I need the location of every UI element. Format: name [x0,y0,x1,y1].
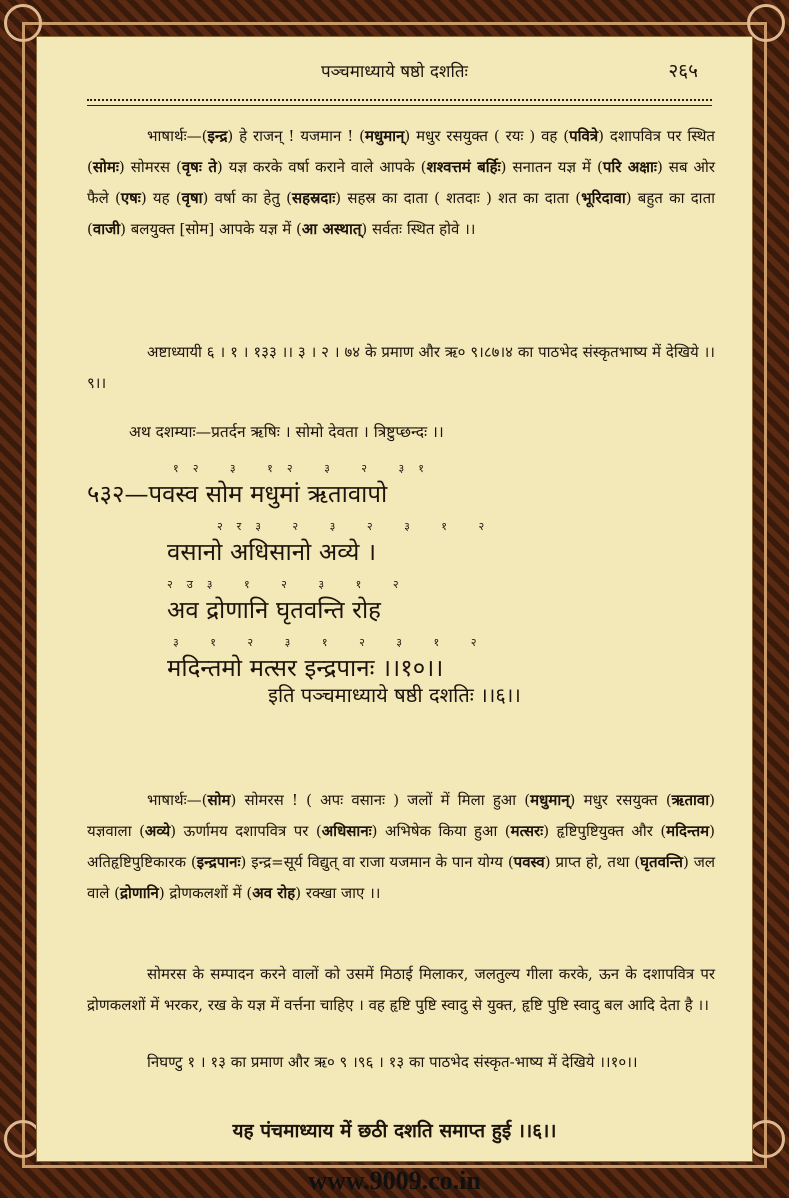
header-divider [87,99,712,106]
svara-marks: २उ३ १ २ ३ १ २ [167,578,413,591]
svara-marks: ३ १ २ ३ १ २ ३ १ २ [173,636,491,649]
commentary-paragraph: सोमरस के सम्पादन करने वालों को उसमें मिठाई मिलाकर, जलतुल्य गीला करके, ऊन के दशापवित्र पर द्रोणकलशों में भरकर, रख के यज्ञ में वर्त्तना चाहिए । वह हृष्टि पुष्टि स्वादु से युक्त, हृष्टि पुष्टि स्वादु बल आदि देता है ।। [87,965,715,1014]
mantra-line: ५३२—पवस्व सोम मधुमां ऋतावापो [87,480,388,508]
svara-marks: १२ ३ १२ ३ २ ३१ [173,462,438,475]
mantra-introduction: अथ दशम्याः—प्रतर्दन ऋषिः । सोमो देवता । त्रिष्टुप्छन्दः ।। [129,423,444,441]
page-header [37,55,752,85]
mantra-line: वसानो अधिसानो अव्ये । [167,538,377,566]
chapter-end-note: यह पंचमाध्याय में छठी दशति समाप्त हुई ।।६।। [232,1120,557,1142]
website-watermark: www.9009.co.in [308,1166,481,1195]
reference-note-10: निघण्टु १ । १३ का प्रमाण और ऋ० ९ ।९६ । १३ का पाठभेद संस्कृत-भाष्य में देखिये ।।१०।। [147,1053,638,1071]
mantra-line: मदिन्तमो मत्सर इन्द्रपानः ।।१०।। [167,654,444,682]
translation-paragraph-10: भाषार्थः—(सोम) सोमरस ! ( अपः वसानः ) जलों में मिला हुआ (मधुमान्) मधुर रसयुक्त (ऋतावा) यज्ञवाला (अव्ये) ऊर्णामय दशापवित्र पर (अधिसानः) अभिषेक किया हुआ (मत्सरः) हृष्टिपुष्टियुक्त और (मदिन्तम) अतिहृष्टिपुष्टिकारक (इन्द्रपानः) इन्द्र=सूर्य विद्युत् वा राजा यजमान के पान योग्य (पवस्व) प्राप्त हो, तथा (घृतवन्ति) जल वाले (द्रोणानि) द्रोणकलशों में (अव रोह) रक्खा जाए ।। [87,791,715,902]
book-page [36,36,753,1162]
svara-marks: २र३ २ ३ २ ३ १ २ [217,520,499,533]
mantra-line: अव द्रोणानि घृतवन्ति रोह [167,596,381,624]
page-number: २६५ [668,60,698,82]
page-title: पञ्चमाध्याये षष्ठो दशतिः [321,62,468,82]
reference-note-9: अष्टाध्यायी ६ । १ । १३३ ।। ३ । २ । ७४ के प्रमाण और ऋ० ९।८७।४ का पाठभेद संस्कृतभाष्य में देखिये ।।९।। [87,343,715,392]
section-colophon: इति पञ्चमाध्याये षष्ठी दशतिः ।।६।। [268,683,521,707]
translation-paragraph-9: भाषार्थः—(इन्द्र) हे राजन् ! यजमान ! (मधुमान्) मधुर रसयुक्त ( रयः ) वह (पवित्रे) दशापवित्र पर स्थित (सोमः) सोमरस (वृषः ते) यज्ञ करके वर्षा कराने वाले आपके (शश्वत्तमं बर्हिः) सनातन यज्ञ में (परि अक्षाः) सब ओर फैले (एषः) यह (वृषा) वर्षा का हेतु (सहस्रदाः) सहस्र का दाता ( शतदाः ) शत का दाता (भूरिदावा) बहुत का दाता (वाजी) बलयुक्त [सोम] आपके यज्ञ में (आ अस्थात्) सर्वतः स्थित होवे ।। [87,127,715,238]
